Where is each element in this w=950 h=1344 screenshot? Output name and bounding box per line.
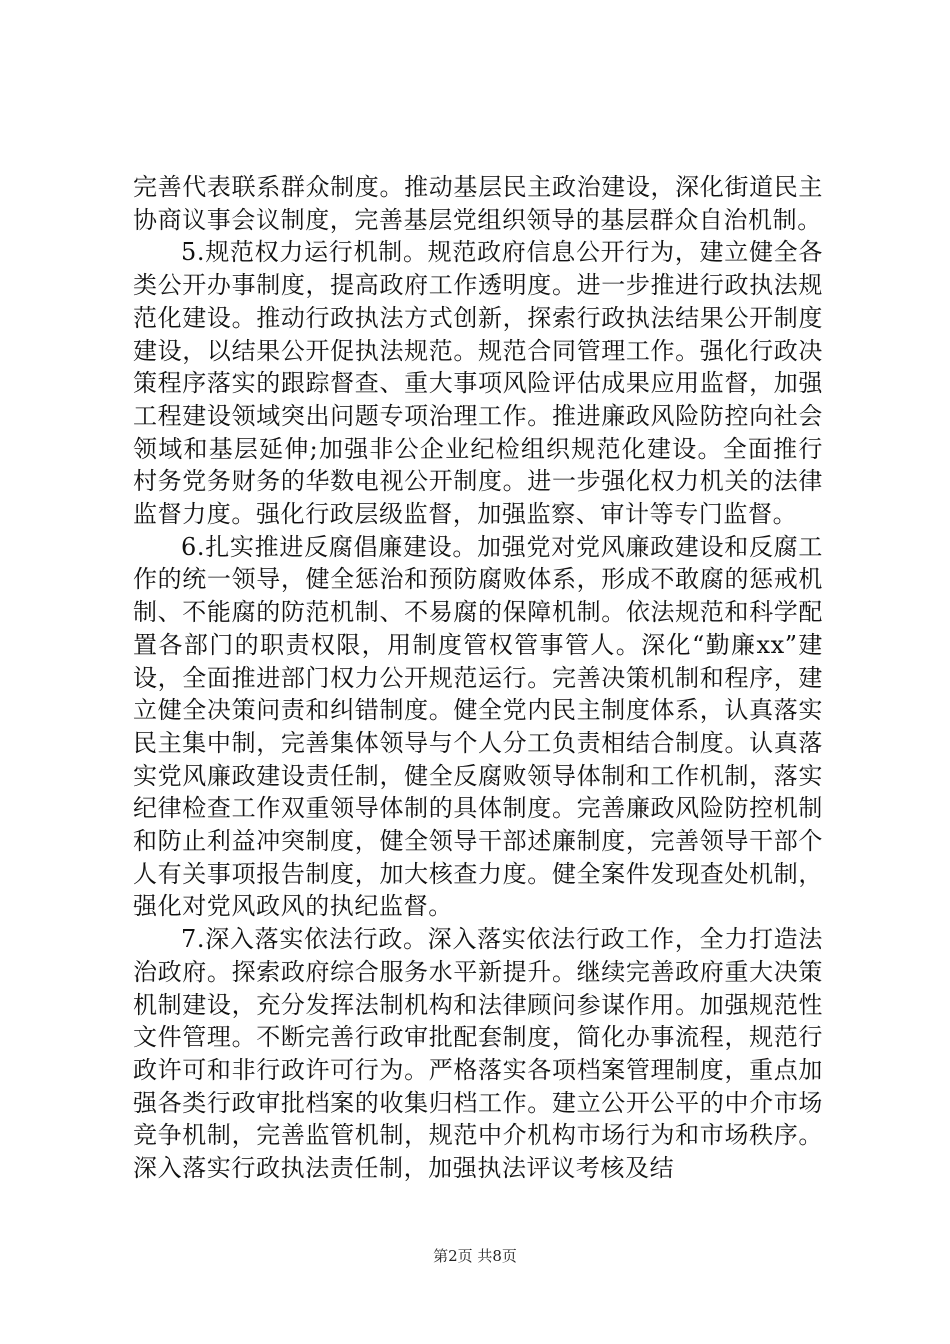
document-body bbox=[133, 171, 823, 1185]
paragraph-item-5: 5.规范权力运行机制。规范政府信息公开行为，建立健全各类公开办事制度，提高政府工作透明度。进一步推进行政执法规范化建设。推动行政执法方式创新，探索行政执法结果公开制度建设，以结果公开促执法规范。规范合同管理工作。强化行政决策程序落实的跟踪督查、重大事项风险评估成果应用监督，加强工程建设领域突出问题专项治理工作。推进廉政风险防控向社会领域和基层延伸;加强非公企业纪检组织规范化建设。全面推行村务党务财务的华数电视公开制度。进一步强化权力机关的法律监督力度。强化行政层级监督，加强监察、审计等专门监督。 bbox=[133, 238, 823, 529]
page-footer: 第2页 共8页 bbox=[433, 1247, 517, 1265]
paragraph-item-6: 6.扎实推进反腐倡廉建设。加强党对党风廉政建设和反腐工作的统一领导，健全惩治和预防腐败体系，形成不敢腐的惩戒机制、不能腐的防范机制、不易腐的保障机制。依法规范和科学配置各部门的职责权限，用制度管权管事管人。深化“勤廉xx”建设，全面推进部门权力公开规范运行。完善决策机制和程序，建立健全决策问责和纠错制度。健全党内民主制度体系，认真落实民主集中制，完善集体领导与个人分工负责相结合制度。认真落实党风廉政建设责任制，健全反腐败领导体制和工作机制，落实纪律检查工作双重领导体制的具体制度。完善廉政风险防控机制和防止利益冲突制度，健全领导干部述廉制度，完善领导干部个人有关事项报告制度，加大核查力度。健全案件发现查处机制，强化对党风政风的执纪监督。 bbox=[133, 532, 823, 921]
paragraph-continuation: 完善代表联系群众制度。推动基层民主政治建设，深化街道民主协商议事会议制度，完善基层党组织领导的基层群众自治机制。 bbox=[133, 173, 823, 234]
paragraph-item-7: 7.深入落实依法行政。深入落实依法行政工作，全力打造法治政府。探索政府综合服务水平新提升。继续完善政府重大决策机制建设，充分发挥法制机构和法律顾问参谋作用。加强规范性文件管理。不断完善行政审批配套制度，简化办事流程，规范行政许可和非行政许可行为。严格落实各项档案管理制度，重点加强各类行政审批档案的收集归档工作。建立公开公平的中介市场竞争机制，完善监管机制，规范中介机构市场行为和市场秩序。深入落实行政执法责任制，加强执法评议考核及结 bbox=[133, 925, 823, 1183]
